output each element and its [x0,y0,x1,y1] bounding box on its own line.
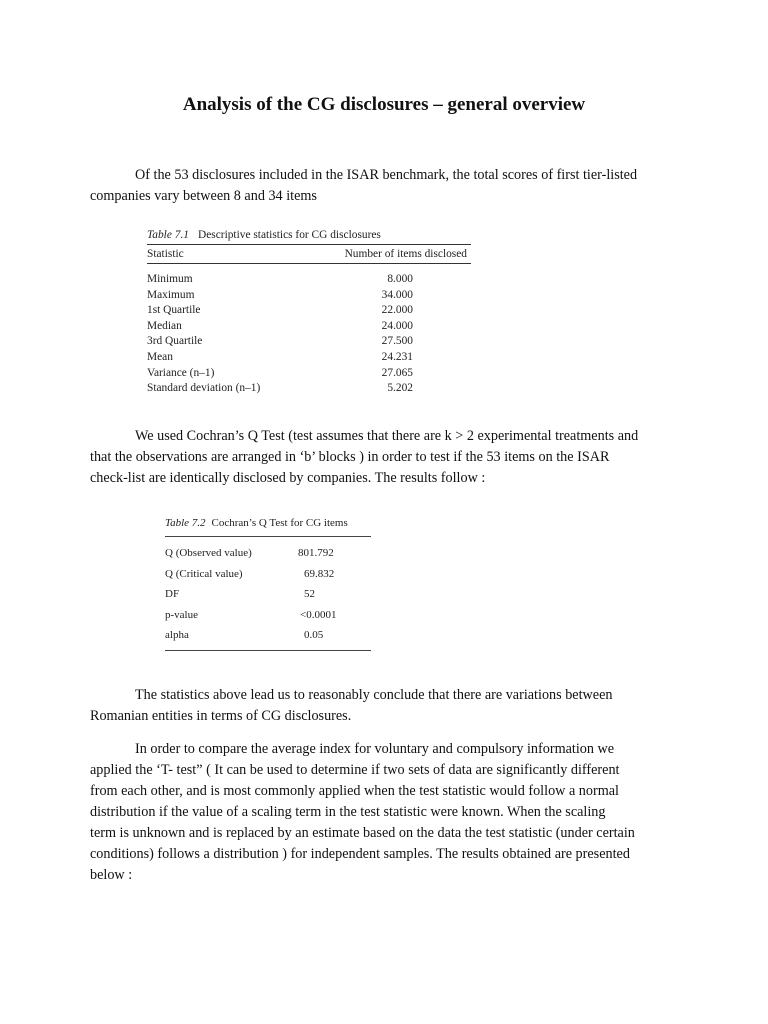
stat-name: Q (Critical value) [165,567,243,580]
stat-name: Minimum [147,273,193,285]
table-row [147,334,471,350]
text-line: distribution if the value of a scaling term in the test statistic were known. When the scaling [90,804,606,820]
table-row [147,319,471,335]
stat-name: p-value [165,608,198,621]
table-caption-text: Cochran’s Q Test for CG items [211,517,348,529]
column-header-value: Number of items disclosed [344,248,467,260]
text-line: from each other, and is most commonly applied when the test statistic would follow a normal [90,783,619,799]
column-header-statistic: Statistic [147,248,184,260]
text-line: companies vary between 8 and 34 items [90,188,317,204]
text-line: applied the ‘T- test” ( It can be used to determine if two sets of data are significantly different [90,762,620,778]
text-line: conditions) follows a distribution ) for independent samples. The results obtained are presented [90,846,630,862]
stat-value: 69.832 [304,567,335,580]
table-row [147,350,471,366]
table-row [165,564,371,585]
stat-name: 3rd Quartile [147,335,203,348]
stat-name: Maximum [147,288,195,301]
stat-value: 8.000 [387,273,413,285]
text-line: We used Cochran’s Q Test (test assumes that there are k > 2 experimental treatments and [135,428,639,444]
text-line: term is unknown and is replaced by an estimate based on the data the test statistic (under certain [90,825,635,841]
text-line: In order to compare the average index for voluntary and compulsory information we [135,741,615,757]
table-row [165,543,371,564]
table-label: Table 7.2 [165,517,206,529]
text-line: Romanian entities in terms of CG disclosures. [90,708,352,724]
stat-value: 801.792 [298,547,334,559]
table-header [147,245,471,263]
table-row [147,366,471,382]
stat-name: Q (Observed value) [165,547,252,559]
stat-value: 24.231 [381,350,413,363]
stat-name: 1st Quartile [147,304,201,317]
stat-value: 5.202 [387,382,413,395]
descriptive-statistics-table [147,227,471,397]
text-line: The statistics above lead us to reasonably conclude that there are variations between [135,687,613,703]
ttest-paragraph [90,739,690,886]
stat-value: 22.000 [381,304,413,317]
stat-value: 34.000 [381,288,413,301]
table-rule [165,650,371,651]
text-line: Of the 53 disclosures included in the ISAR benchmark, the total scores of first tier-listed [135,167,638,183]
table-row [165,584,371,605]
table-row [147,303,471,319]
table-caption [147,227,471,243]
stat-value: 0.05 [304,629,324,641]
table-row [165,625,371,646]
stat-name: Standard deviation (n–1) [147,382,261,395]
page-title: Analysis of the CG disclosures – general overview [182,94,586,115]
stat-name: Mean [147,350,173,363]
table-row [147,381,471,397]
table-caption-text: Descriptive statistics for CG disclosures [198,229,381,241]
table-row [147,272,471,288]
stat-name: alpha [165,629,189,641]
stat-value: <0.0001 [300,608,337,621]
text-line: below : [90,867,133,883]
stat-value: 27.065 [381,366,413,379]
table-caption [165,515,371,531]
stat-value: 27.500 [381,335,413,348]
stat-name: Median [147,319,182,332]
cochran-q-table [165,515,371,651]
table-row [165,605,371,626]
stat-value: 24.000 [381,319,413,332]
stat-value: 52 [304,588,315,600]
conclusion-paragraph [90,685,690,727]
cochran-paragraph [90,426,690,489]
table-label: Table 7.1 [147,229,189,241]
stat-name: DF [165,588,180,600]
text-line: check-list are identically disclosed by companies. The results follow : [90,470,486,486]
stat-name: Variance (n–1) [147,366,215,379]
table-row [147,288,471,304]
intro-paragraph [90,165,690,207]
text-line: that the observations are arranged in ‘b’ blocks ) in order to test if the 53 items on the ISAR [90,449,610,465]
